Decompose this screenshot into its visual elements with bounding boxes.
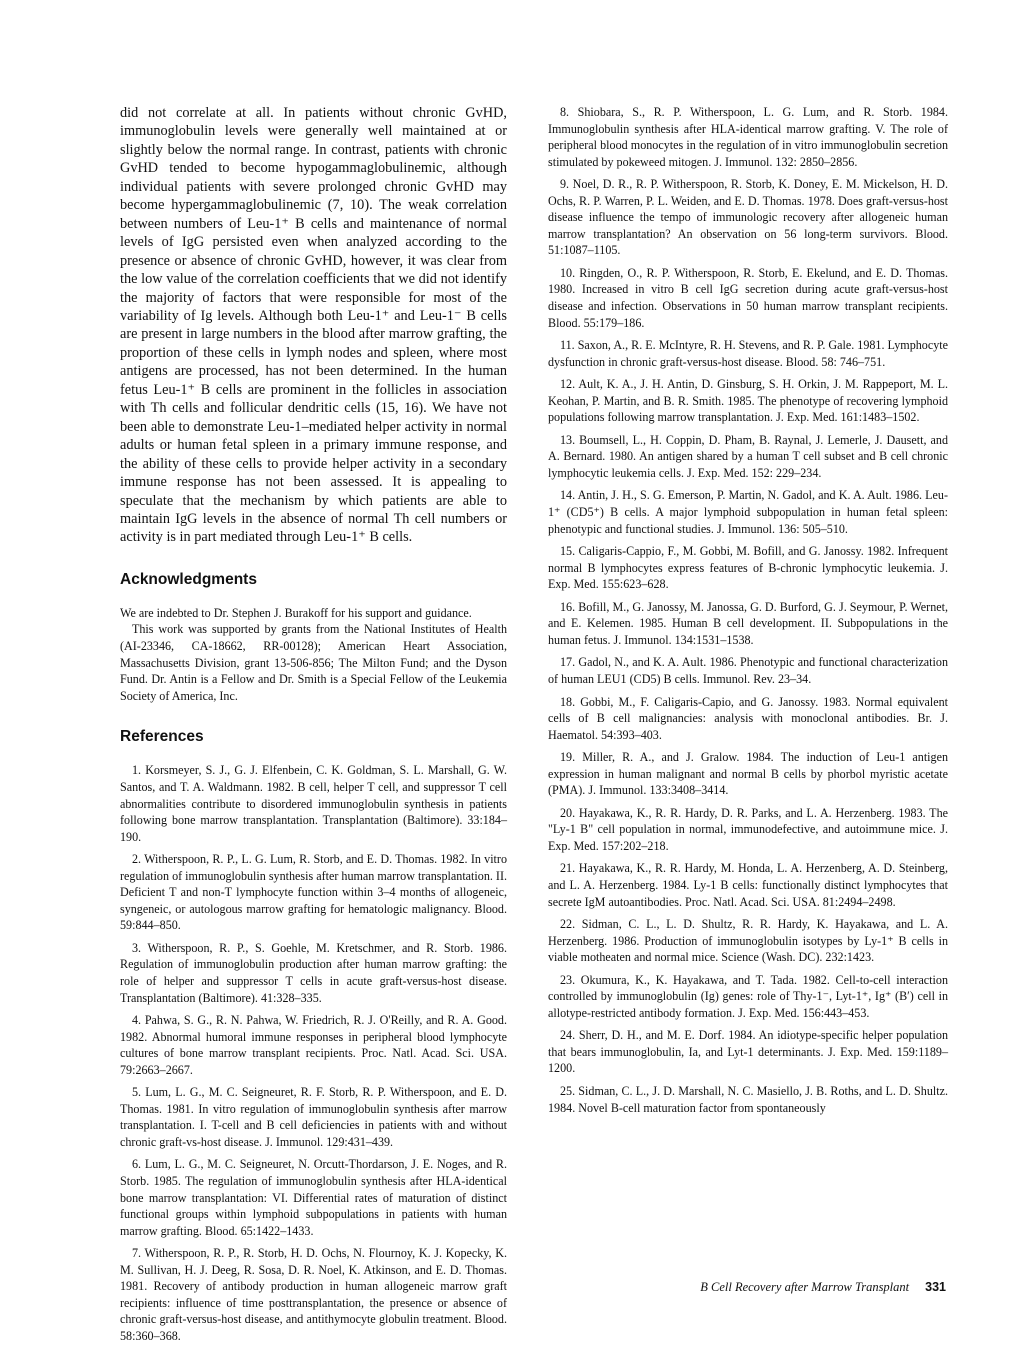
reference-item: 25. Sidman, C. L., J. D. Marshall, N. C. Masiello, J. B. Roths, and L. D. Shultz. 1984. Novel B-cell maturation factor from spontaneously [548,1083,948,1115]
reference-item: 6. Lum, L. G., M. C. Seigneuret, N. Orcutt-Thordarson, J. E. Noges, and R. Storb. 1985. The regulation of immunoglobulin synthesis after HLA-identical bone marrow transplantation: VI. Differential rates of maturation of distinct functional groups within lymphoid subpopulations in patients with human marrow grafting. Blood. 65:1422–1433. [120,1157,507,1238]
reference-item: 24. Sherr, D. H., and M. E. Dorf. 1984. An idiotype-specific helper population that bears immunoglobulin, Ia, and Lyt-1 determinants. J. Exp. Med. 159:1189–1200. [548,1028,948,1076]
acknowledgments-paragraph-2: This work was supported by grants from the National Institutes of Health (AI-23346, CA-18662, RR-00128); American Heart Association, Massachusetts Division, grant 13-506-856; The Milton Fund; and the Dyson Fund. Dr. Antin is a Fellow and Dr. Smith is a Special Fellow of the Leukemia Society of America, Inc. [120,622,507,703]
body-paragraph: did not correlate at all. In patients without chronic GvHD, immunoglobulin levels were generally well maintained at or slightly below the normal range. In contrast, patients with chronic GvHD tended to become hypogammaglobulinemic, although individual patients with severe prolonged chronic GvHD may become hypergammaglobulinemic (7, 10). The weak correlation between numbers of Leu-1⁺ B cells and maintenance of normal levels of IgG persisted even when analyzed according to the presence or absence of chronic GvHD, however, it was clear from the low value of the correlation coefficients that we did not identify the majority of factors that were responsible for most of the variability of Ig levels. Although both Leu-1⁺ and Leu-1⁻ B cells are present in large numbers in the blood after marrow grafting, the proportion of these cells in lymph nodes and spleen, where most antigens are processed, has not been determined. In the human fetus Leu-1⁺ B cells are prominent in the follicles in association with Th cells and follicular dendritic cells (15, 16). We have not been able to demonstrate Leu-1–mediated helper activity in normal adults or human fetal spleen in a primary immune response, and the ability of these cells to provide helper activity in a secondary immune response has not been assessed. It is appealing to speculate that the mechanism by which patients are able to maintain IgG levels in the absence of normal Th cell numbers or activity is in part mediated through Leu-1⁺ B cells. [120,105,507,546]
references-heading: References [120,728,204,746]
reference-item: 18. Gobbi, M., F. Caligaris-Capio, and G. Janossy. 1983. Normal equivalent cells of B cell malignancies: analysis with monoclonal antibodies. Br. J. Haematol. 54:393–403. [548,694,948,742]
reference-item: 5. Lum, L. G., M. C. Seigneuret, R. F. Storb, R. P. Witherspoon, and E. D. Thomas. 1981. In vitro regulation of immunoglobulin synthesis after marrow transplantation. I. T-cell and B cell deficiencies in patients with and without chronic graft-vs-host disease. J. Immunol. 129:431–439. [120,1085,507,1149]
page-footer [600,1280,946,1295]
reference-item: 8. Shiobara, S., R. P. Witherspoon, L. G. Lum, and R. Storb. 1984. Immunoglobulin synthesis after HLA-identical marrow grafting. V. The role of peripheral blood monocytes in the regulation of in vitro immunoglobulin secretion stimulated by pokeweed mitogen. J. Immunol. 132: 2850–2856. [548,105,948,169]
page-number: 331 [925,1280,946,1294]
reference-item: 20. Hayakawa, K., R. R. Hardy, D. R. Parks, and L. A. Herzenberg. 1983. The "Ly-1 B" cell population in normal, immunodefective, and autoimmune mice. J. Exp. Med. 157:202–218. [548,805,948,853]
left-column [120,104,507,1350]
reference-item: 7. Witherspoon, R. P., R. Storb, H. D. Ochs, N. Flournoy, K. J. Kopecky, K. M. Sullivan, H. J. Deeg, R. Sosa, D. R. Noel, K. Atkinson, and E. D. Thomas. 1981. Recovery of antibody production in human allogeneic marrow graft recipients: influence of time posttransplantation, the presence or absence of chronic graft-versus-host disease, and antithymocyte globulin treatment. Blood. 58:360–368. [120,1246,507,1343]
reference-item: 19. Miller, R. A., and J. Gralow. 1984. The induction of Leu-1 antigen expression in human malignant and normal B cells by phorbol myristic acetate (PMA). J. Immunol. 133:3408–3414. [548,750,948,798]
reference-item: 21. Hayakawa, K., R. R. Hardy, M. Honda, L. A. Herzenberg, A. D. Steinberg, and L. A. Herzenberg. 1984. Ly-1 B cells: functionally distinct lymphocytes that secrete IgM autoantibodies. Proc. Natl. Acad. Sci. USA. 81:2494–2498. [548,861,948,909]
reference-item: 4. Pahwa, S. G., R. N. Pahwa, W. Friedrich, R. J. O'Reilly, and R. A. Good. 1982. Abnormal humoral immune responses in peripheral blood lymphocyte cultures of bone marrow transplant recipients. Proc. Natl. Acad. Sci. USA. 79:2663–2667. [120,1013,507,1077]
reference-item: 9. Noel, D. R., R. P. Witherspoon, R. Storb, K. Doney, E. M. Mickelson, H. D. Ochs, R. P. Warren, P. L. Weiden, and E. D. Thomas. 1978. Does graft-versus-host disease influence the tempo of immunologic recovery after allogeneic human marrow transplantation? An observation on 56 long-term survivors. Blood. 51:1087–1105. [548,177,948,258]
reference-item: 10. Ringden, O., R. P. Witherspoon, R. Storb, E. Ekelund, and E. D. Thomas. 1980. Increased in vitro B cell IgG secretion during acute graft-versus-host disease and infection. Observations in 50 human marrow transplant recipients. Blood. 55:179–186. [548,265,948,330]
reference-item: 13. Boumsell, L., H. Coppin, D. Pham, B. Raynal, J. Lemerle, J. Dausett, and A. Bernard. 1980. An antigen shared by a human T cell subset and B cell chronic lymphocytic leukemia cells. J. Exp. Med. 152: 229–234. [548,432,948,480]
reference-item: 1. Korsmeyer, S. J., G. J. Elfenbein, C. K. Goldman, S. L. Marshall, G. W. Santos, and T. A. Waldmann. 1982. B cell, helper T cell, and suppressor T cell abnormalities contribute to disordered immunoglobulin synthesis in patients following bone marrow transplantation. Transplantation (Baltimore). 33:184–190. [120,763,507,844]
acknowledgments-heading: Acknowledgments [120,570,257,588]
right-column [548,104,948,1122]
running-title: B Cell Recovery after Marrow Transplant [700,1280,910,1294]
reference-item: 11. Saxon, A., R. E. McIntyre, R. H. Stevens, and R. P. Gale. 1981. Lymphocyte dysfunction in chronic graft-versus-host disease. Blood. 58: 746–751. [548,338,948,369]
reference-item: 15. Caligaris-Cappio, F., M. Gobbi, M. Bofill, and G. Janossy. 1982. Infrequent normal B lymphocytes express features of B-chronic lymphocytic leukemia. J. Exp. Med. 155:623–628. [548,544,948,592]
reference-item: 2. Witherspoon, R. P., L. G. Lum, R. Storb, and E. D. Thomas. 1982. In vitro regulation of immunoglobulin synthesis after human marrow transplantation. II. Deficient T and non-T lymphocyte function within 3–4 months of allogeneic, syngeneic, or autologous marrow grafting for hematologic malignancy. Blood. 59:844–850. [120,852,507,933]
acknowledgments-paragraph-1: We are indebted to Dr. Stephen J. Burakoff for his support and guidance. [120,605,472,620]
reference-item: 12. Ault, K. A., J. H. Antin, D. Ginsburg, S. H. Orkin, J. M. Rappeport, M. L. Keohan, P. Martin, and B. R. Smith. 1985. The phenotype of recovering lymphoid populations following marrow transplantation. J. Exp. Med. 161:1483–1502. [548,377,948,425]
reference-item: 22. Sidman, C. L., L. D. Shultz, R. R. Hardy, K. Hayakawa, and L. A. Herzenberg. 1986. Production of immunoglobulin isotypes by Ly-1⁺ B cells in viable motheaten and normal mice. Science (Wash. DC). 232:1423. [548,917,948,965]
reference-item: 23. Okumura, K., K. Hayakawa, and T. Tada. 1982. Cell-to-cell interaction controlled by immunoglobulin (Ig) genes: role of Thy-1⁻, Lyt-1⁺, Ig⁺ (B′) cell in allotype-restricted antibody formation. J. Exp. Med. 156:443–453. [548,972,948,1020]
reference-item: 14. Antin, J. H., S. G. Emerson, P. Martin, N. Gadol, and K. A. Ault. 1986. Leu-1⁺ (CD5⁺) B cells. A major lymphoid subpopulation in human fetal spleen: phenotypic and functional studies. J. Immunol. 136: 505–510. [548,488,948,536]
reference-item: 17. Gadol, N., and K. A. Ault. 1986. Phenotypic and functional characterization of human LEU1 (CD5) B cells. Immunol. Rev. 23–34. [548,655,948,686]
reference-item: 16. Bofill, M., G. Janossy, M. Janossa, G. D. Burford, G. J. Seymour, P. Wernet, and E. Kelemen. 1985. Human B cell development. II. Subpopulations in the human fetus. J. Immunol. 134:1531–1538. [548,599,948,647]
reference-item: 3. Witherspoon, R. P., S. Goehle, M. Kretschmer, and R. Storb. 1986. Regulation of immunoglobulin production after human marrow grafting: the role of helper and suppressor T cells in acute graft-versus-host disease. Transplantation (Baltimore). 41:328–335. [120,940,507,1005]
